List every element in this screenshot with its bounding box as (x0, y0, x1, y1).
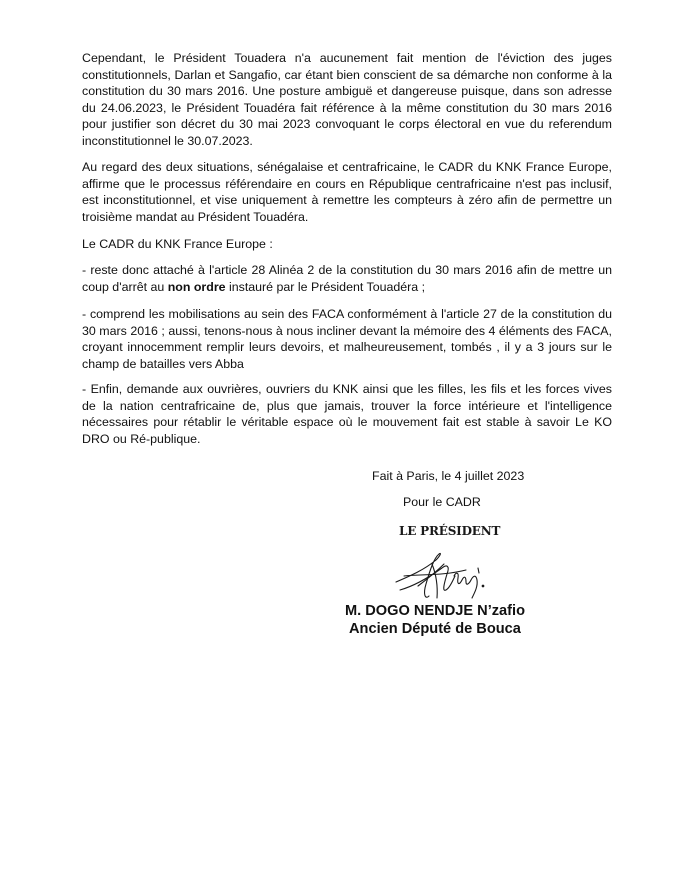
paragraph-article-28 (82, 262, 612, 295)
paragraph-appel-nation: - Enfin, demande aux ouvrières, ouvriers du KNK ainsi que les filles, les fils et les forces vives de la nation centrafricaine de, plus que jamais, trouver la force intérieure et l'intelligence nécessaires pour rétablir le véritable espace où le mouvement fait est stable à savoir Le KO DRO ou Ré-publique. (82, 382, 612, 446)
paragraph-cadr-intro: Le CADR du KNK France Europe : (82, 237, 273, 251)
paragraph-eviction-juges: Cependant, le Président Touadera n'a aucunement fait mention de l'éviction des juges constitutionnels, Darlan et Sangafio, car étant bien conscient de sa démarche non conforme à la constitution du 30 mars 2016. Une posture ambiguë et dangereuse puisque, dans son adresse du 24.06.2023, le Président Touadéra fait référence à la même constitution du 30 mars 2016 pour justifier son décret du 30 mai 2023 convoquant le corps électoral en vue du referendum inconstitutionnel le 30.07.2023. (82, 51, 612, 148)
signer-name: M. DOGO NENDJE N’zafio (345, 603, 526, 619)
article-28-text-after: instauré par le Président Touadéra ; (225, 279, 426, 294)
paragraph-mobilisations-faca: - comprend les mobilisations au sein des FACA conformément à l'article 27 de la constitution du 30 mars 2016 ; aussi, tenons-nous à nous incliner devant la mémoire des 4 éléments des FACA, croyant innocemment remplir leurs devoirs, et malheureusement, tombés , il y a 3 jours sur le champ de batailles vers Abba (82, 307, 612, 371)
article-28-text-before: - reste donc attaché à l'article 28 Alinéa 2 de la constitution du 30 mars 2016 afin de mettre un coup d'arrêt au (82, 263, 612, 294)
place-date: Fait à Paris, le 4 juillet 2023 (372, 469, 525, 483)
non-ordre-emphasis: non ordre (167, 279, 226, 294)
on-behalf-line: Pour le CADR (403, 495, 481, 509)
handwritten-signature (392, 546, 502, 604)
president-title: LE PRÉSIDENT (399, 524, 501, 538)
paragraph-processus-referendaire: Au regard des deux situations, sénégalaise et centrafricaine, le CADR du KNK France Europe, affirme que le processus référendaire en cours en République centrafricaine n'est pas inclusif, est inconstitutionnel, et vise uniquement à remettre les compteurs à zéro afin de permettre un troisième mandat au Président Touadéra. (82, 160, 612, 224)
signer-role: Ancien Député de Bouca (349, 621, 521, 637)
